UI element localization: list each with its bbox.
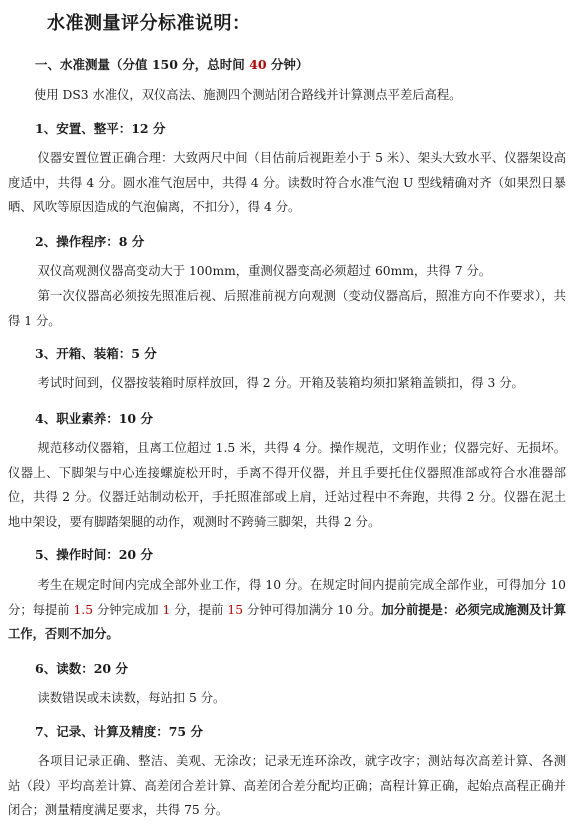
time-value-2: 1 <box>162 602 171 617</box>
bonus-condition: 加分前提是：必须完成施测及计算工作，否则不加分。 <box>8 601 566 641</box>
section-heading-suffix: 分钟） <box>266 57 309 72</box>
item-heading-time: 5、操作时间：20 分 <box>35 547 153 562</box>
item-paragraph-record: 各项目记录正确、整洁、美观、无涂改；记录无连环涂改，就字改字；测站每次高差计算、各测站（段）平均高差计算、高差闭合差计算、高差闭合差分配均正确；高程计算正确，起始点高程正确并闭合；测量精度满足要求，共得 75 分。 <box>8 754 566 817</box>
item-heading-box: 3、开箱、装箱：5 分 <box>35 346 157 361</box>
item-heading-setup: 1、安置、整平：12 分 <box>35 121 166 136</box>
time-value-3: 15 <box>227 602 244 617</box>
intro-paragraph: 使用 DS3 水准仪，双仪高法、施测四个测站闭合路线并计算测点平差后高程。 <box>34 88 462 102</box>
section-heading-prefix: 一、水准测量（分值 150 分，总时间 <box>35 57 250 72</box>
item-paragraph-procedure-1: 双仪高观测仪器高变动大于 100mm，重测仪器变高必须超过 60mm，共得 7 分。 <box>37 264 492 278</box>
item-heading-reading: 6、读数：20 分 <box>35 661 128 676</box>
item-heading-record: 7、记录、计算及精度：75 分 <box>35 724 203 739</box>
total-time-value: 40 <box>249 57 267 72</box>
item-paragraph-reading: 读数错误或未读数，每站扣 5 分。 <box>37 691 226 705</box>
item-heading-professionalism: 4、职业素养：10 分 <box>35 411 153 426</box>
time-value-1: 1.5 <box>73 602 94 617</box>
item-paragraph-box: 考试时间到，仪器按装箱时原样放回，得 2 分。开箱及装箱均须扣紧箱盖锁扣，得 3 分。 <box>37 376 524 390</box>
item-paragraph-professionalism: 规范移动仪器箱，且离工位超过 1.5 米，共得 4 分。操作规范，文明作业；仪器完好、无损坏。仪器上、下脚架与中心连接螺旋松开时，手离不得开仪器，并且手要托住仪器照准部或符合水准器部位，共得 2 分。仪器迁站制动松开，手托照准部或上肩，迁站过程中不奔跑，共得 2 分。仪器在泥土地中架设，要有脚踏架腿的动作，观测时不跨骑三脚架，共得 2 分。 <box>8 441 566 529</box>
item-heading-procedure: 2、操作程序：8 分 <box>35 234 145 249</box>
item-paragraph-time: 考生在规定时间内完成全部外业工作，得 10 分。在规定时间内提前完成全部作业，可得加分 10 分；每提前 1.5 分钟完成加 1 分，提前 15 分钟可得加满分 10 分。加分前提是：必须完成施测及计算工作，否则不加分。 <box>8 578 566 641</box>
item-paragraph-procedure-2: 第一次仪器高必须按先照准后视、后照准前视方向观测（变动仪器高后，照准方向不作要求），共得 1 分。 <box>8 289 566 328</box>
page-title: 水准测量评分标准说明： <box>47 13 251 34</box>
item-paragraph-setup: 仪器安置位置正确合理：大致两尺中间（目估前后视距差小于 5 米）、架头大致水平、仪器架设高度适中，共得 4 分。圆水准气泡居中，共得 4 分。读数时符合水准气泡 U 型线精确对齐（如果烈日暴晒、风吹等原因造成的气泡偏离，不扣分），得 4 分。 <box>8 151 566 214</box>
section-heading <box>35 55 308 73</box>
